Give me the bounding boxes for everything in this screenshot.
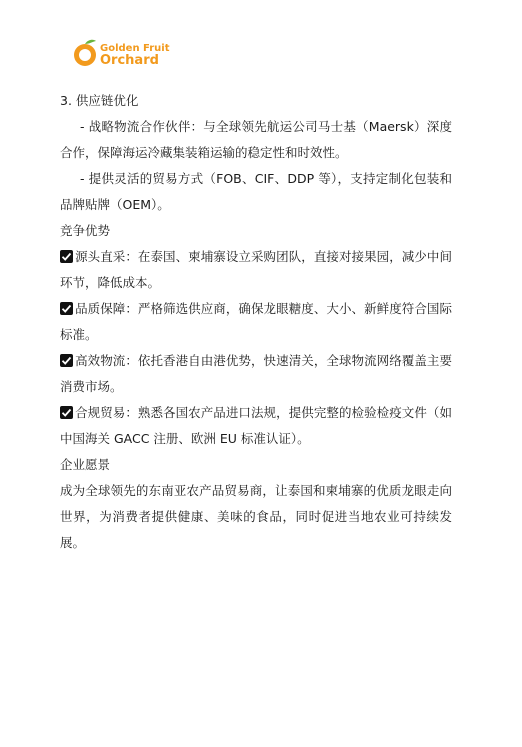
advantage-text: 高效物流：依托香港自由港优势，快速清关，全球物流网络覆盖主要消费市场。	[60, 353, 452, 394]
section-title-advantages: 竞争优势	[60, 223, 111, 238]
supply-chain-item-2: - 提供灵活的贸易方式（FOB、CIF、DDP 等），支持定制化包装和品牌贴牌（OEM）。	[60, 171, 452, 212]
checkbox-checked-icon	[60, 354, 73, 367]
supply-chain-item-1: - 战略物流合作伙伴：与全球领先航运公司马士基（Maersk）深度合作，保障海运冷藏集装箱运输的稳定性和时效性。	[60, 119, 452, 160]
logo-line2: Orchard	[100, 53, 159, 68]
advantage-item	[60, 348, 452, 400]
advantage-item	[60, 244, 452, 296]
advantage-text: 品质保障：严格筛选供应商，确保龙眼糖度、大小、新鲜度符合国际标准。	[60, 301, 452, 342]
section-title-supply-chain: 3. 供应链优化	[60, 93, 139, 108]
company-logo	[72, 38, 182, 68]
advantage-item	[60, 400, 452, 452]
checkbox-checked-icon	[60, 406, 73, 419]
section-title-vision: 企业愿景	[60, 457, 111, 472]
advantage-item	[60, 296, 452, 348]
vision-text: 成为全球领先的东南亚农产品贸易商，让泰国和柬埔寨的优质龙眼走向世界，为消费者提供健康、美味的食品，同时促进当地农业可持续发展。	[60, 483, 452, 550]
checkbox-checked-icon	[60, 250, 73, 263]
document-body	[60, 88, 452, 556]
advantage-text: 源头直采：在泰国、柬埔寨设立采购团队，直接对接果园，减少中间环节，降低成本。	[60, 249, 452, 290]
orange-fruit-icon	[72, 38, 182, 68]
advantage-text: 合规贸易：熟悉各国农产品进口法规，提供完整的检验检疫文件（如中国海关 GACC 注册、欧洲 EU 标准认证）。	[60, 405, 452, 446]
checkbox-checked-icon	[60, 302, 73, 315]
logo-line1: Golden Fruit	[100, 43, 170, 54]
